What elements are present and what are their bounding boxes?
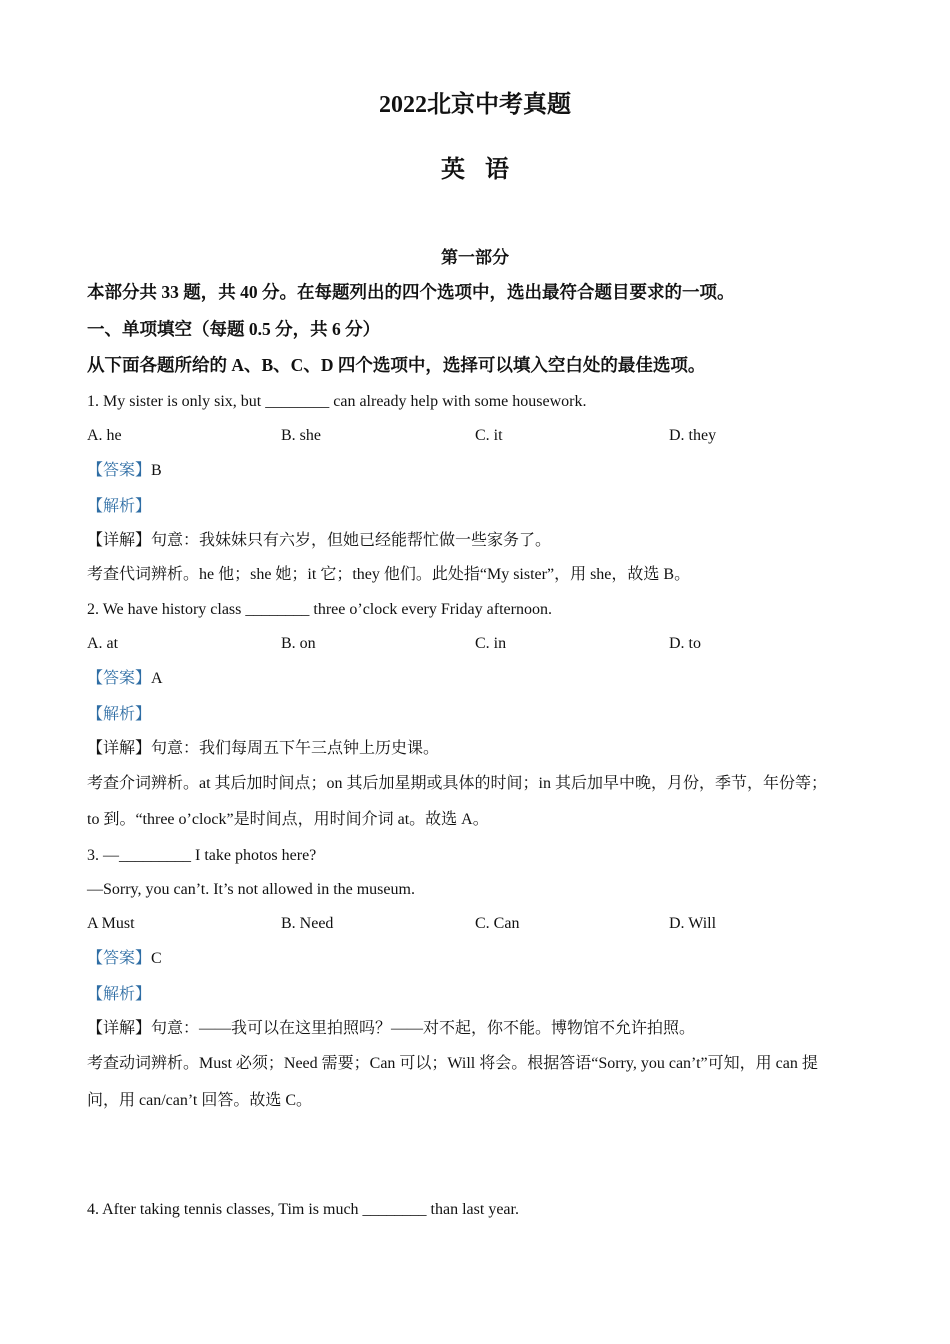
q3-option-a: A Must: [87, 915, 135, 932]
question-3-reply: —Sorry, you can’t. It’s not allowed in the museum.: [87, 881, 415, 898]
q3-answer-value: C: [151, 950, 162, 967]
answer-label: 【答案】: [87, 950, 152, 967]
q2-analysis-label: 【解析】: [87, 706, 152, 723]
part-heading: 第一部分: [441, 248, 509, 267]
q2-explanation: 考查介词辨析。at 其后加时间点；on 其后加星期或具体的时间；in 其后加早中晚，月份，季节，年份等；: [87, 775, 827, 792]
q3-analysis-label: 【解析】: [87, 986, 152, 1003]
subject-title: 英语: [441, 157, 529, 183]
answer-label: 【答案】: [87, 670, 152, 687]
q2-option-a: A. at: [87, 635, 119, 652]
q2-option-b: B. on: [281, 635, 316, 652]
q3-explanation: 问，用 can/can’t 回答。故选 C。: [87, 1092, 313, 1109]
q2-answer: [87, 669, 163, 689]
q2-answer-value: A: [151, 670, 163, 687]
q3-option-c: C. Can: [475, 915, 520, 932]
q1-analysis-label: 【解析】: [87, 498, 152, 515]
q2-option-d: D. to: [669, 635, 701, 652]
exam-title: 2022北京中考真题: [379, 92, 571, 118]
detail-label: 【详解】: [87, 740, 152, 757]
detail-label: 【详解】: [87, 532, 152, 549]
q1-option-c: C. it: [475, 427, 503, 444]
q3-detail: [87, 1019, 695, 1039]
q1-answer: [87, 461, 162, 481]
q3-option-d: D. Will: [669, 915, 717, 932]
q1-option-a: A. he: [87, 427, 122, 444]
answer-label: 【答案】: [87, 462, 152, 479]
question-3-stem: 3. —_________ I take photos here?: [87, 847, 317, 864]
instruction-line: 从下面各题所给的 A、B、C、D 四个选项中，选择可以填入空白处的最佳选项。: [87, 355, 706, 375]
q1-option-b: B. she: [281, 427, 321, 444]
question-4-stem: 4. After taking tennis classes, Tim is much ________ than last year.: [87, 1201, 519, 1218]
question-2-stem: 2. We have history class ________ three o’clock every Friday afternoon.: [87, 601, 552, 618]
q3-explanation: 考查动词辨析。Must 必须；Need 需要；Can 可以；Will 将会。根据答语“Sorry, you can’t”可知，用 can 提: [87, 1055, 818, 1072]
q2-detail: [87, 739, 439, 759]
q1-explanation: 考查代词辨析。he 他；she 她；it 它；they 他们。此处指“My sister”，用 she，故选 B。: [87, 566, 691, 583]
q2-explanation: to 到。“three o’clock”是时间点，用时间介词 at。故选 A。: [87, 811, 489, 828]
detail-label: 【详解】: [87, 1020, 152, 1037]
q1-answer-value: B: [151, 462, 162, 479]
q3-detail-text: 句意：——我可以在这里拍照吗？——对不起，你不能。博物馆不允许拍照。: [151, 1020, 696, 1037]
q1-detail-text: 句意：我妹妹只有六岁，但她已经能帮忙做一些家务了。: [151, 532, 552, 549]
q3-answer: [87, 949, 162, 969]
q1-detail: [87, 531, 551, 551]
section-heading: 一、单项填空（每题 0.5 分，共 6 分）: [87, 319, 381, 339]
instruction-line: 本部分共 33 题，共 40 分。在每题列出的四个选项中，选出最符合题目要求的一项。: [87, 282, 735, 302]
q2-detail-text: 句意：我们每周五下午三点钟上历史课。: [151, 740, 440, 757]
q3-option-b: B. Need: [281, 915, 334, 932]
q1-option-d: D. they: [669, 427, 717, 444]
question-1-stem: 1. My sister is only six, but ________ can already help with some housework.: [87, 393, 587, 410]
q2-option-c: C. in: [475, 635, 507, 652]
